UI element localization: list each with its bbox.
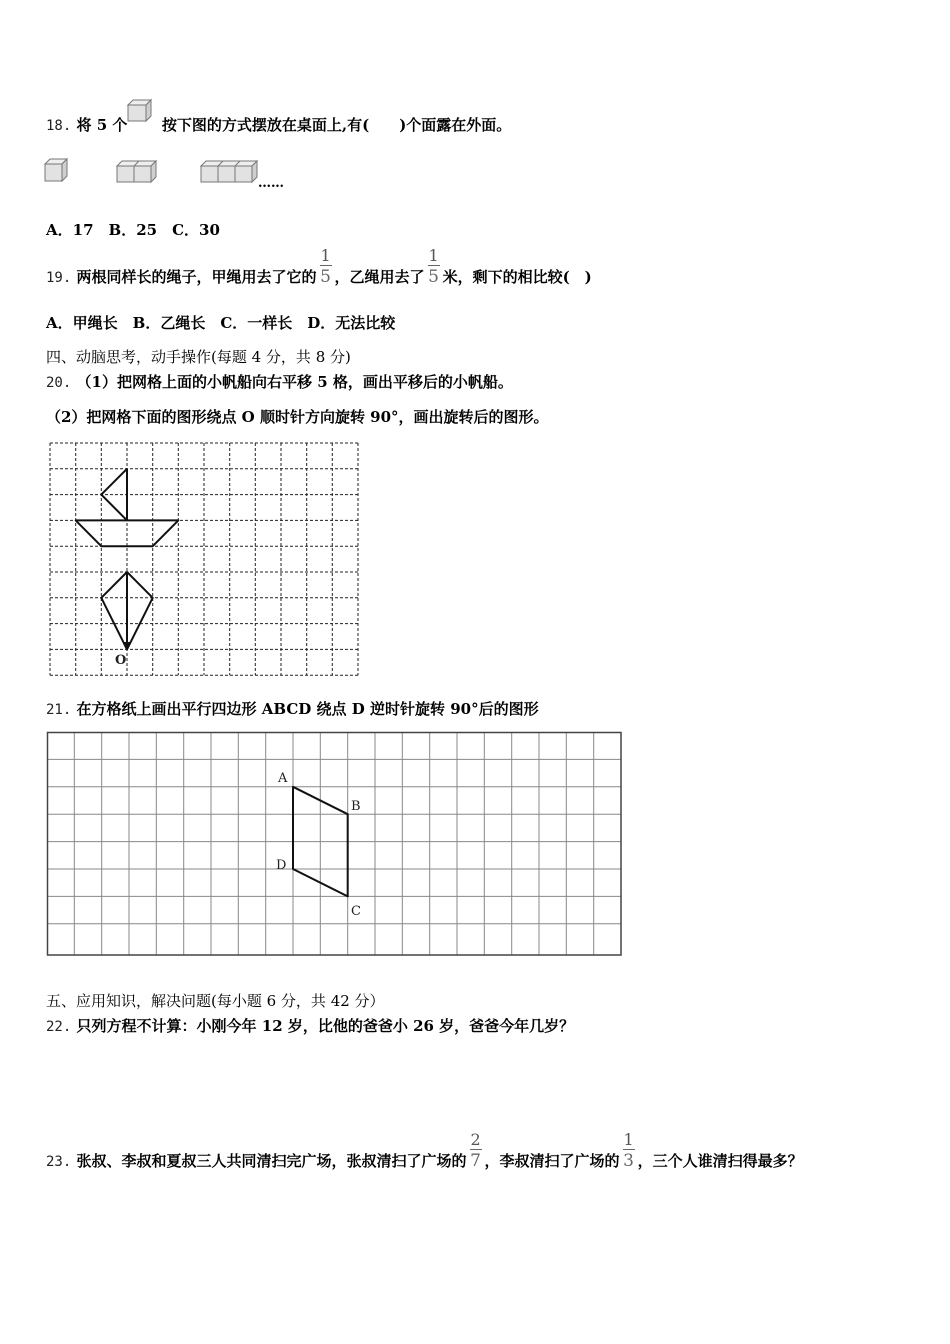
question-text: （1）把网格上面的小帆船向右平移 5 格，画出平移后的小帆船。 bbox=[76, 373, 513, 391]
fraction: $\frac{1}{5}$ bbox=[320, 246, 331, 287]
ellipsis: …… bbox=[258, 176, 284, 191]
dashed-grid-figure bbox=[50, 443, 360, 678]
question-text: 两根同样长的绳子，甲绳用去了它的 bbox=[76, 268, 317, 286]
fraction: $\frac{1}{3}$ bbox=[623, 1130, 634, 1171]
vertex-d-label: D bbox=[276, 858, 287, 873]
question-text: 张叔、李叔和夏叔三人共同清扫完广场，张叔清扫了广场的 bbox=[76, 1152, 467, 1170]
question-20 bbox=[46, 372, 513, 393]
question-text: ，乙绳用去了 bbox=[334, 268, 425, 286]
question-number: 19. bbox=[46, 270, 72, 286]
question-19 bbox=[46, 246, 592, 288]
question-number: 21. bbox=[46, 702, 72, 718]
fraction: $\frac{1}{5}$ bbox=[428, 246, 439, 287]
vertex-c-label: C bbox=[351, 904, 361, 919]
question-text: 只列方程不计算：小刚今年 12 岁，比他的爸爸小 26 岁，爸爸今年几岁？ bbox=[76, 1017, 575, 1035]
section-heading: 四、动脑思考，动手操作(每题 4 分，共 8 分) bbox=[46, 348, 351, 366]
question-text: 在方格纸上画出平行四边形 ABCD 绕点 D 逆时针旋转 90°后的图形 bbox=[76, 700, 539, 718]
cube-icon bbox=[127, 99, 153, 123]
question-text: ，李叔清扫了广场的 bbox=[484, 1152, 620, 1170]
question-text: 米，剩下的相比较( ) bbox=[442, 268, 592, 286]
question-23 bbox=[46, 1130, 803, 1172]
square-grid-figure bbox=[47, 732, 623, 958]
point-o-label: O bbox=[115, 653, 127, 668]
vertex-b-label: B bbox=[351, 799, 361, 814]
question-text: ，三个人谁清扫得最多？ bbox=[637, 1152, 803, 1170]
fraction: $\frac{2}{7}$ bbox=[470, 1130, 481, 1171]
two-cubes-figure bbox=[116, 160, 158, 184]
question-number: 23. bbox=[46, 1154, 72, 1170]
question-text: 按下图的方式摆放在桌面上,有( )个面露在外面。 bbox=[161, 116, 512, 134]
question-18 bbox=[46, 115, 511, 136]
section-heading: 五、应用知识，解决问题(每小题 6 分，共 42 分） bbox=[46, 992, 385, 1010]
question-20-part2: （2）把网格下面的图形绕点 O 顺时针方向旋转 90°，画出旋转后的图形。 bbox=[46, 408, 549, 426]
question-19-options: A．甲绳长 B．乙绳长 C．一样长 D．无法比较 bbox=[46, 314, 396, 332]
three-cubes-figure bbox=[200, 160, 258, 184]
question-number: 18. bbox=[46, 118, 72, 134]
question-18-options: A．17 B．25 C．30 bbox=[46, 221, 220, 239]
vertex-a-label: A bbox=[278, 771, 288, 786]
one-cube-figure bbox=[44, 158, 70, 183]
kite-shape bbox=[101, 572, 152, 650]
question-number: 20. bbox=[46, 375, 72, 391]
question-21 bbox=[46, 699, 539, 720]
question-22 bbox=[46, 1016, 574, 1037]
question-text: 将 5 个 bbox=[76, 116, 128, 134]
question-number: 22. bbox=[46, 1019, 72, 1035]
